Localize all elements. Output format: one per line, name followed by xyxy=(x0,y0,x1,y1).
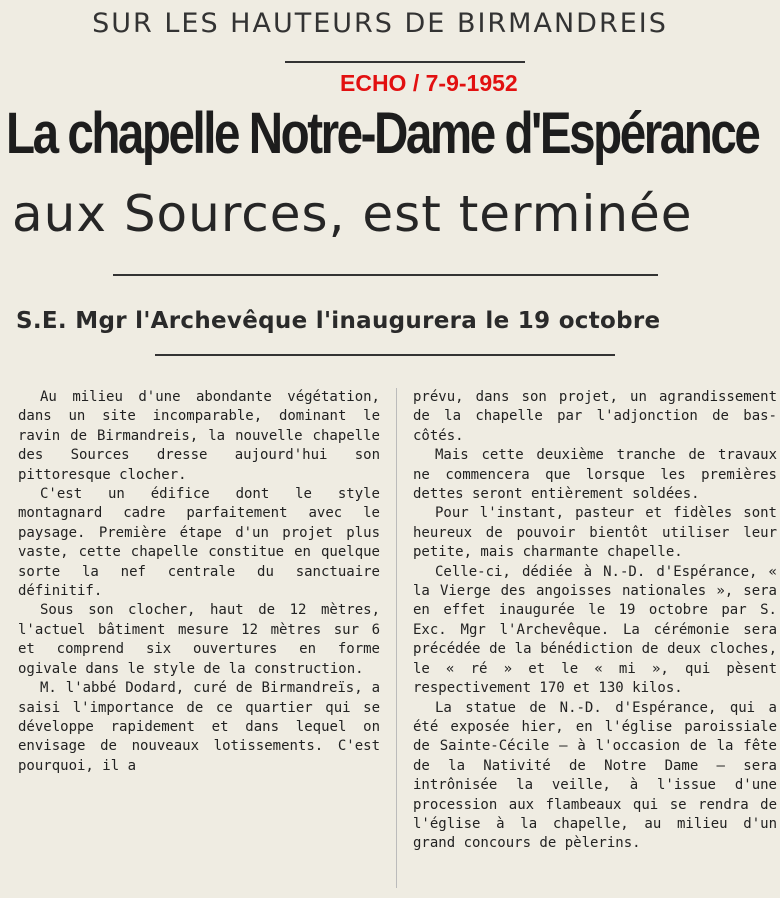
archive-stamp: ECHO / 7-9-1952 xyxy=(340,70,518,96)
subhead-rule xyxy=(155,354,615,356)
top-rule xyxy=(285,61,525,63)
paragraph: La statue de N.-D. d'Espérance, qui a été exposée hier, en l'église paroissiale de Sainte-Cécile — à l'occasion de la fête de la Nativité de Notre Dame — sera intrônisée la veille, à l'issue d'une procession aux flambeaux qui se rendra de l'église à la chapelle, au milieu d'un grand concours de pèlerins. xyxy=(413,699,777,852)
paragraph: C'est un édifice dont le style montagnard cadre parfaitement avec le paysage. Première étape d'un projet plus vaste, cette chapelle constitue en quelque sorte la nef centrale du sanctuaire définitif. xyxy=(18,486,380,600)
headline-rule xyxy=(113,274,658,276)
paragraph: Au milieu d'une abondante végétation, dans un site incomparable, dominant le ravin de Birmandreis, la nouvelle chapelle des Sources dresse aujourd'hui son pittoresque clocher. xyxy=(18,389,380,483)
paragraph: prévu, dans son projet, un agrandissement de la chapelle par l'adjonction de bas-côtés. xyxy=(413,389,777,444)
column-divider xyxy=(396,388,397,888)
paragraph: Sous son clocher, haut de 12 mètres, l'actuel bâtiment mesure 12 mètres sur 6 et comprend six ouvertures en forme ogivale dans le style de la construction. xyxy=(18,602,380,677)
paragraph: Mais cette deuxième tranche de travaux ne commencera que lorsque les premières dettes seront entièrement soldées. xyxy=(413,447,777,503)
paragraph: Pour l'instant, pasteur et fidèles sont heureux de pouvoir bientôt utiliser leur petite, mais charmante chapelle. xyxy=(413,505,777,561)
article-column-right xyxy=(413,388,777,854)
paragraph: M. l'abbé Dodard, curé de Birmandreïs, a saisi l'importance de ce quartier qui se développe rapidement et dans lequel on envisage de nouveaux lotissements. C'est pourquoi, il a xyxy=(18,680,380,774)
subheading: S.E. Mgr l'Archevêque l'inaugurera le 19 octobre xyxy=(16,308,661,334)
headline-line-1: La chapelle Notre-Dame d'Espérance xyxy=(6,101,759,166)
article-column-left xyxy=(18,388,380,776)
kicker-heading: SUR LES HAUTEURS DE BIRMANDREIS xyxy=(92,8,668,39)
headline-line-2: aux Sources, est terminée xyxy=(12,185,693,243)
paragraph: Celle-ci, dédiée à N.-D. d'Espérance, « la Vierge des angoisses nationales », sera en effet inaugurée le 19 octobre par S. Exc. Mgr l'Archevêque. La cérémonie sera précédée de la bénédiction de deux cloches, le « ré » et le « mi », qui pèsent respectivement 170 et 130 kilos. xyxy=(413,563,777,697)
